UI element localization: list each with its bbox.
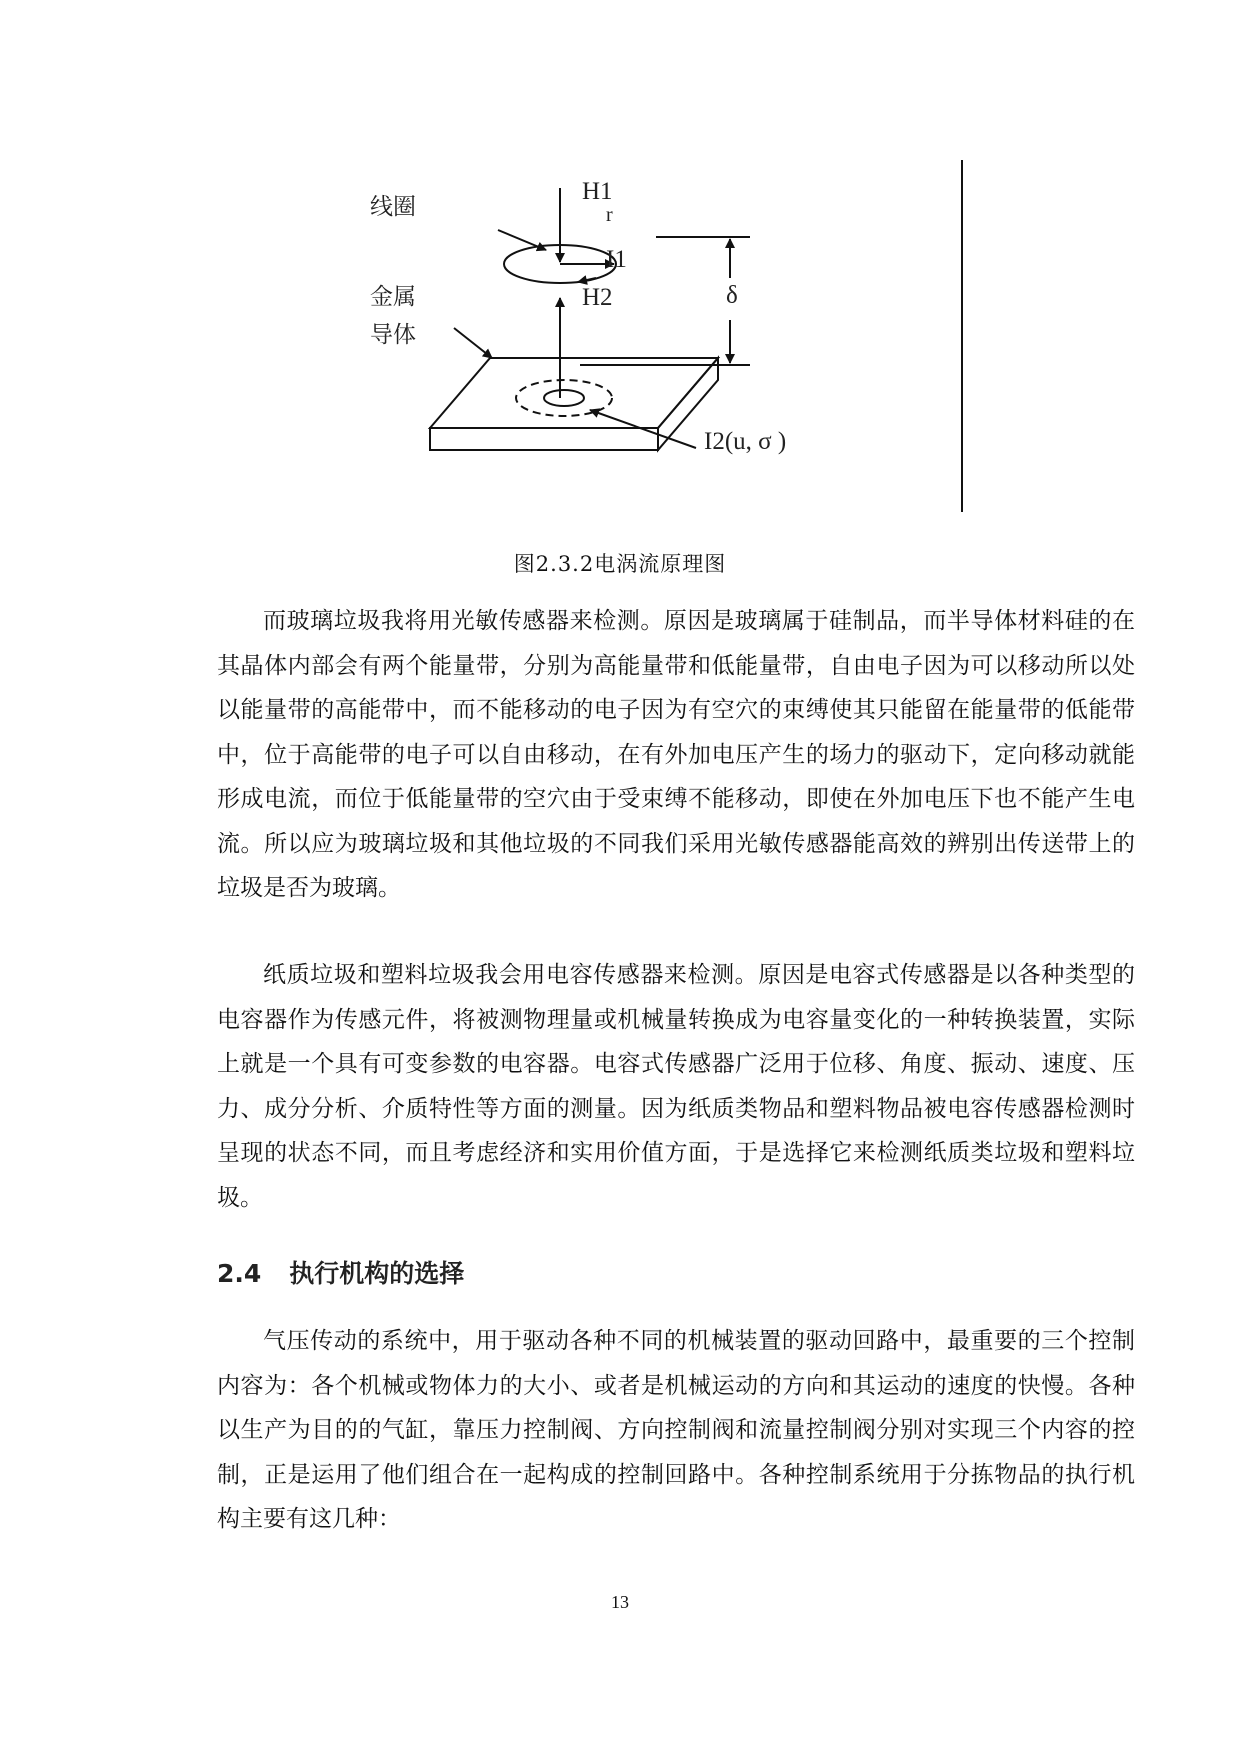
section-number: 2.4 bbox=[217, 1259, 262, 1288]
metal-label-line2: 导体 bbox=[370, 322, 416, 348]
diagram-drawing bbox=[400, 160, 980, 520]
h1-label: H1 bbox=[582, 178, 613, 205]
page-number: 13 bbox=[611, 1592, 629, 1612]
eddy-ring-inner bbox=[544, 390, 584, 406]
paragraph-pneumatic: 气压传动的系统中，用于驱动各种不同的机械装置的驱动回路中，最重要的三个控制内容为：各个机械或物体力的大小、或者是机械运动的方向和其运动的速度的快慢。各种以生产为目的的气缸，靠压力控制阀、方向控制阀和流量控制阀分别对实现三个内容的控制，正是运用了他们组合在一起构成的控制回路中。各种控制系统用于分拣物品的执行机构主要有这几种： bbox=[217, 1328, 1135, 1532]
metal-pointer-arrow bbox=[454, 328, 492, 358]
delta-label: δ bbox=[726, 282, 738, 309]
h2-label: H2 bbox=[582, 284, 613, 311]
paragraph-paper-plastic: 纸质垃圾和塑料垃圾我会用电容传感器来检测。原因是电容式传感器是以各种类型的电容器作为传感元件，将被测物理量或机械量转换成为电容量变化的一种转换装置，实际上就是一个具有可变参数的电容器。电容式传感器广泛用于位移、角度、振动、速度、压力、成分分析、介质特性等方面的测量。因为纸质类物品和塑料物品被电容传感器检测时呈现的状态不同，而且考虑经济和实用价值方面，于是选择它来检测纸质类垃圾和塑料垃圾。 bbox=[217, 962, 1135, 1211]
paragraph-glass: 而玻璃垃圾我将用光敏传感器来检测。原因是玻璃属于硅制品，而半导体材料硅的在其晶体内部会有两个能量带，分别为高能量带和低能量带，自由电子因为可以移动所以处以能量带的高能带中，而不能移动的电子因为有空穴的束缚使其只能留在能量带的低能带中，位于高能带的电子可以自由移动，在有外加电压产生的场力的驱动下，定向移动就能形成电流，而位于低能量带的空穴由于受束缚不能移动，即使在外加电压下也不能产生电流。所以应为玻璃垃圾和其他垃圾的不同我们采用光敏传感器能高效的辨别出传送带上的垃圾是否为玻璃。 bbox=[217, 608, 1135, 901]
section-heading bbox=[217, 1254, 464, 1290]
metal-plate-top bbox=[430, 358, 718, 428]
eddy-current-diagram bbox=[370, 160, 980, 520]
i1-label: I1 bbox=[606, 246, 627, 273]
figure-caption: 图2.3.2电涡流原理图 bbox=[513, 552, 727, 576]
i2-label: I2(u, σ ) bbox=[704, 428, 787, 455]
coil-pointer-arrow bbox=[498, 230, 546, 250]
r-label: r bbox=[606, 204, 613, 226]
eddy-ring-outer bbox=[516, 380, 612, 416]
coil-label: 线圈 bbox=[370, 194, 416, 220]
metal-label-line1: 金属 bbox=[370, 284, 416, 310]
metal-plate-front bbox=[430, 428, 658, 450]
section-title: 执行机构的选择 bbox=[289, 1259, 465, 1288]
